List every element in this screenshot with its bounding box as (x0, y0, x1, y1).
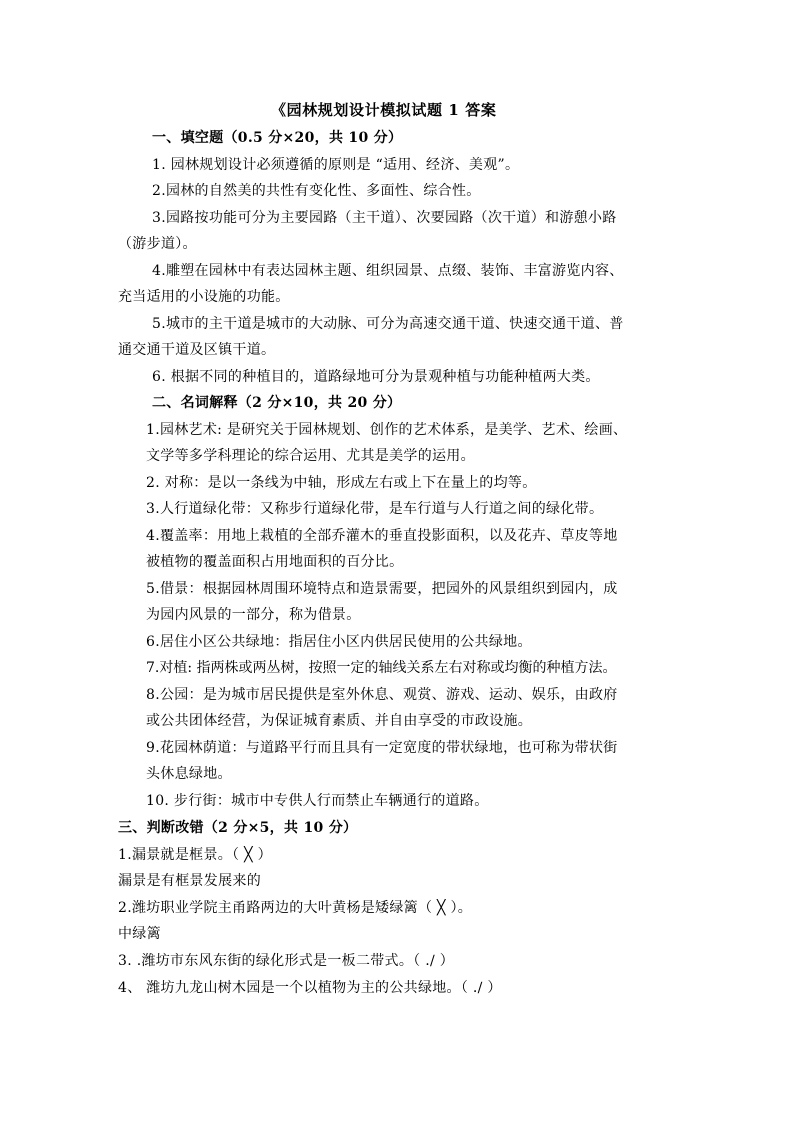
section2-heading: 二、名词解释（2 分×10，共 20 分） (152, 395, 402, 411)
section2-line: 2. 对称：是以一条线为中轴，形成左右或上下在量上的均等。 (146, 475, 537, 491)
section2-line: 9.花园林荫道：与道路平行而且具有一定宽度的带状绿地，也可称为带状街 (146, 740, 618, 756)
section3-line: 1.漏景就是框景。（ ╳ ） (118, 847, 272, 863)
section1-line: （游步道）。 (118, 236, 197, 252)
section1-line: 5.城市的主干道是城市的大动脉、可分为高速交通干道、快速交通干道、普 (152, 316, 624, 332)
section3-line: 中绿篱 (118, 926, 161, 942)
section2-line: 5.借景：根据园林周围环境特点和造景需要，把园外的风景组织到园内，成 (146, 581, 618, 597)
section2-line: 为园内风景的一部分，称为借景。 (146, 607, 361, 623)
section1-heading: 一、填空题（0.5 分×20，共 10 分） (152, 130, 403, 146)
section2-line: 或公共团体经营，为保证城育素质、并自由享受的市政设施。 (146, 713, 533, 729)
section2-line: 7.对植: 指两株或两丛树，按照一定的轴线关系左右对称或均衡的种植方法。 (146, 660, 617, 676)
section2-line: 文学等多学科理论的综合运用、尤其是美学的运用。 (146, 448, 475, 464)
section3-line: 漏景是有框景发展来的 (118, 873, 261, 889)
section1-line: 充当适用的小设施的功能。 (118, 289, 290, 305)
section1-line: 1. 园林规划设计必须遵循的原则是 “适用、经济、美观”。 (152, 157, 520, 173)
document-title: 《园林规划设计模拟试题 1 答案 (271, 101, 497, 119)
section3-line: 3. .潍坊市东风东街的绿化形式是一板二带式。（ .∕ ） (118, 953, 455, 969)
section3-heading: 三、判断改错（2 分×5，共 10 分） (118, 820, 358, 836)
section2-line: 10. 步行街：城市中专供人行而禁止车辆通行的道路。 (146, 793, 489, 809)
section2-line: 4.覆盖率：用地上栽植的全部乔灌木的垂直投影面积，以及花卉、草皮等地 (146, 528, 618, 544)
section1-line: 3.园路按功能可分为主要园路（主干道）、次要园路（次干道）和游憩小路 (152, 210, 617, 226)
section1-line: 2.园林的自然美的共性有变化性、多面性、综合性。 (152, 183, 481, 199)
section2-line: 8.公园：是为城市居民提供是室外休息、观赏、游戏、运动、娱乐，由政府 (146, 687, 618, 703)
section2-line: 6.居住小区公共绿地：指居住小区内供居民使用的公共绿地。 (146, 634, 532, 650)
section2-line: 1.园林艺术: 是研究关于园林规划、创作的艺术体系，是美学、艺术、绘画、 (146, 422, 628, 438)
section2-line: 头休息绿地。 (146, 766, 232, 782)
section1-line: 4.雕塑在园林中有表达园林主题、组织园景、点缀、装饰、丰富游览内容、 (152, 263, 624, 279)
section2-line: 被植物的覆盖面积占用地面积的百分比。 (146, 554, 404, 570)
section1-line: 6. 根据不同的种植目的，道路绿地可分为景观种植与功能种植两大类。 (152, 369, 600, 385)
section2-line: 3.人行道绿化带：又称步行道绿化带，是车行道与人行道之间的绿化带。 (146, 501, 604, 517)
section3-line: 2.潍坊职业学院主甬路两边的大叶黄杨是矮绿篱（ ╳ ）。 (118, 900, 473, 916)
section1-line: 通交通干道及区镇干道。 (118, 342, 276, 358)
section3-line: 4、 潍坊九龙山树木园是一个以植物为主的公共绿地。（ .∕ ） (118, 980, 502, 996)
